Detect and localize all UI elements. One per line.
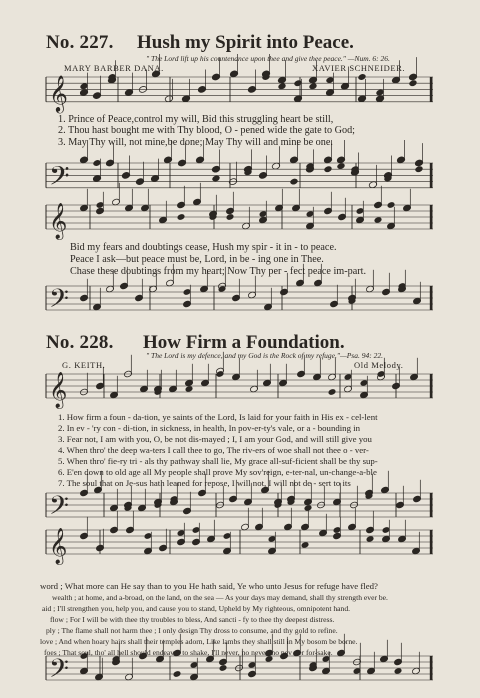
hymn-228-verse-1-line-1: 1. How firm a foun - da-tion, ye saints of the Lord, Is laid for your faith in His ex - cel-lent: [58, 412, 378, 422]
note-head: [301, 541, 310, 549]
hymn-227-verse-2-line-1: 2. Thou hast bought me with Thy blood, O - pened wide the gate to God;: [58, 125, 355, 136]
hymn-228-verse-4-line-2: flow ; For I will be with thee thy troubles to bless, And sancti - fy to thee thy deepest distress.: [50, 615, 335, 624]
treble-clef: 𝄞: [49, 528, 68, 564]
note-head: [323, 165, 332, 173]
note-head: [277, 82, 286, 90]
hymn-228-verse-5-line-1: 5. When thro' fie-ry tri - als thy pathway shall lie, My grace all-suf-ficient shall be thy sup-: [58, 456, 378, 466]
hymn-228-verse-6-line-1: 6. E'en down to old age all My people shall prove My sov'reign, e-ter-nal, un-change-a-ble: [58, 467, 377, 477]
note-head: [218, 285, 227, 293]
note-head: [289, 178, 298, 186]
note-head: [374, 216, 383, 224]
hymn-228-epigraph: " The Lord is my defence, and my God is the Rock of my refuge."—Psa. 94: 22.: [146, 351, 383, 360]
note-head: [211, 175, 220, 183]
hymn-228-verse-6-line-2: love ; And when hoary hairs shall their temples adorn, Like lambs they shall still in My bosom be borne.: [40, 637, 358, 646]
note-head: [366, 535, 375, 543]
note-head: [216, 370, 225, 378]
hymn-228-title: How Firm a Foundation.: [143, 332, 345, 353]
hymn-228-verse-7-line-2: foes ; That soul, tho' all hell should endeavor to shake, I'll never, no never, no nev - er for-sake.: [44, 648, 333, 657]
hymn-227-verse-1-line-2: Bid my fears and doubtings cease, Hush my spir - it in - to peace.: [70, 242, 337, 253]
treble-clef: 𝄞: [49, 203, 68, 239]
note-head: [226, 213, 235, 221]
hymn-227-verse-1-line-1: 1. Prince of Peace,control my will, Bid this struggling heart be still,: [58, 114, 334, 125]
note-head: [173, 670, 182, 678]
hymn-227-lyricist: MARY BARBER DANA.: [64, 63, 164, 73]
hymn-228-verse-4-line-1: 4. When thro' the deep wa-ters I call thee to go, The riv-ers of woe shall not thee o - ver-: [58, 445, 369, 455]
hymn-228-verse-7-line-1: 7. The soul that on Je-sus hath leaned for repose, I will not, I will not de - sert to its: [58, 478, 351, 488]
hymn-228-verse-3-line-2: aid ; I'll strengthen you, help you, and cause you to stand, Upheld by My righteous, omnipotent hand.: [42, 604, 351, 613]
note-head: [328, 388, 337, 396]
hymn-228-lyricist: G. KEITH.: [62, 360, 106, 370]
note-head: [308, 82, 317, 90]
note-head: [336, 162, 345, 170]
hymn-228-verse-1-line-2: word ; What more can He say than to you He hath said, Ye who unto Jesus for refuge have fled?: [40, 581, 378, 591]
bass-clef: 𝄢: [49, 491, 70, 527]
note-head: [219, 664, 228, 672]
hymn-228-verse-5-line-2: ply ; The flame shall not harm thee ; I only design Thy dross to consume, and thy gold to refine.: [46, 626, 338, 635]
bass-clef: 𝄢: [49, 654, 70, 690]
hymn-228-number: No. 228.: [46, 332, 114, 353]
note-head: [414, 165, 423, 173]
hymn-228-verse-2-line-1: 2. In ev - 'ry con - di-tion, in sickness, in health, In pov-er-ty's vale, or a - bounding in: [58, 423, 361, 433]
hymn-227-title: Hush my Spirit into Peace.: [137, 32, 354, 53]
hymn-228-composer: Old Melody.: [354, 360, 404, 370]
treble-clef: 𝄞: [49, 372, 68, 408]
hymn-227-verse-2-line-2: Peace I ask—but peace must be, Lord, in be - ing one in Thee.: [70, 254, 324, 265]
hymn-227-verse-3-line-2: Chase these doubtings from my heart; Now Thy per - fect peace im-part.: [70, 266, 367, 277]
hymn-228-verse-2-line-2: wealth ; at home, and a-broad, on the land, on the sea — As your days may demand, shall thy strength ever be.: [52, 593, 388, 602]
hymn-227-verse-3-line-1: 3. May Thy will, not mine,be done; May Thy will and mine be one.: [58, 137, 333, 148]
hymn-227-epigraph: " The Lord lift up his countenance upon thee and give thee peace." —Num. 6: 26.: [146, 54, 390, 63]
note-head: [408, 79, 417, 87]
treble-clef: 𝄞: [49, 73, 69, 112]
note-head: [177, 213, 186, 221]
bass-clef: 𝄢: [49, 284, 70, 320]
hymn-227-composer: XAVIER SCHNEIDER.: [312, 63, 406, 73]
hymn-227-number: No. 227.: [46, 32, 114, 53]
note-head: [394, 667, 403, 675]
note-head: [185, 385, 194, 393]
hymn-228-verse-3-line-1: 3. Fear not, I am with you, O, be not dis-mayed ; I, I am your God, and will still give you: [58, 434, 372, 444]
bass-clef: 𝄢: [49, 159, 70, 198]
